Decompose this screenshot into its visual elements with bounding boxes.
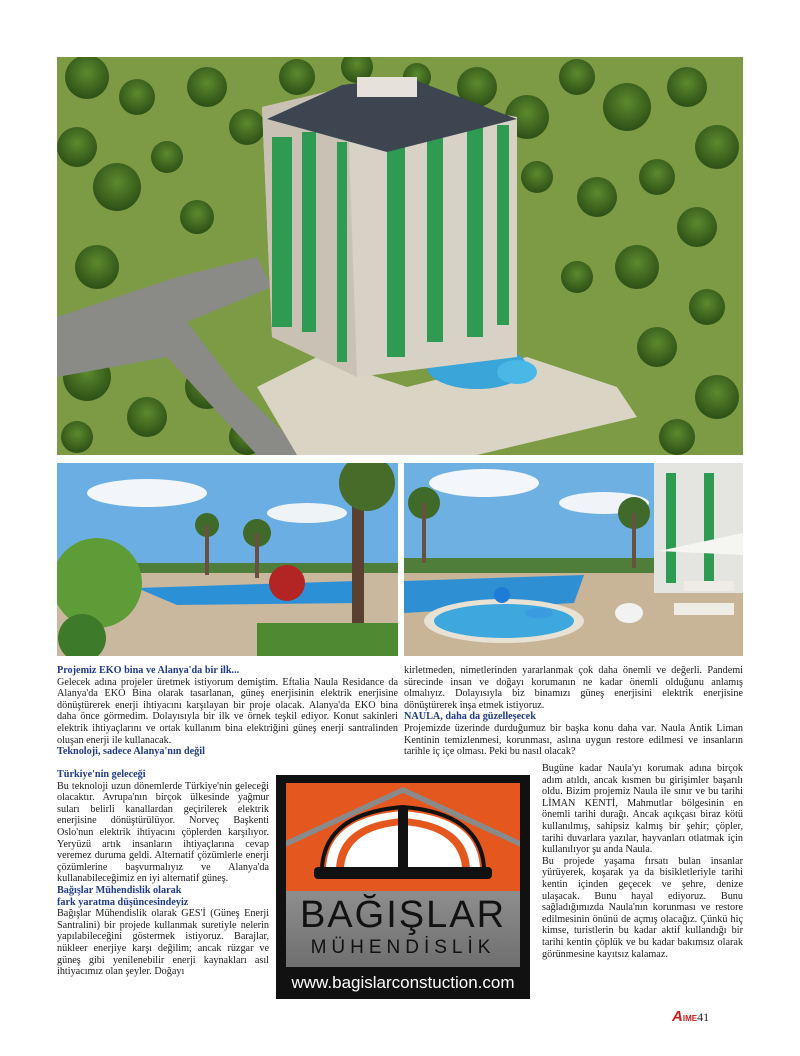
column-right-narrow	[542, 763, 743, 960]
paragraph-naula-vision: Bu projede yaşama fırsatı bulan insanlar yürüyerek, koşarak ya da bisikletleriyle tarihi kentin içinden geçecek ve şehre, denize ulaşacak. Bunu hayal ediyoruz. Bunu sağladığımızda Naula'nın korunması ve restore edilmesinin önünü de açmış olacağız. Çünkü hiç kimse, turistlerin bu kadar aktif kullandığı bir tarihi kentin çöplük ve bu kadar bakımsız olarak görünmesine kayıtsız kalamaz.	[542, 855, 743, 960]
heading-fark-yaratma: fark yaratma düşüncesindeyiz	[57, 896, 189, 908]
paragraph-doga: kirletmeden, nimetlerinden yararlanmak çok daha önemli ve değerli. Pandemi sürecinde insan ve doğayı korumanın ne kadar önemli olduğunu anlamış olmalıyız. Dolayısıyla biz binamızı güneş enerjisini elektrik enerjisine dönüştürerek inşa etmek istiyoruz.	[404, 665, 743, 711]
brand-subtitle: MÜHENDİSLİK	[310, 937, 496, 958]
column-left-top	[57, 665, 398, 758]
pool-sunbeds-image	[404, 463, 743, 656]
paragraph-ges: Bağışlar Mühendislik olarak GES'İ (Güneş Enerji Santralini) bir projede kullanmak suretiyle nelerin yapılabileceğini göstermek istiyoruz. Barajlar, nükleer enerjiye karşı değilim; ancak rüzgar ve güneş gibi yenilenebilir enerji kaynakları asıl ihtiyacımız olan şeyler. Doğayı	[57, 908, 269, 978]
heading-eko-bina: Projemiz EKO bina ve Alanya'da bir ilk...	[57, 665, 240, 676]
paragraph-eko-bina: Gelecek adına projeler üretmek istiyorum demiştim. Eftalia Naula Residance da Alanya'da EKO Bina olarak tasarlanan, güneş enerjisinin elektrik enerjisine dönüştürerek enerji ihtiyacını karşılayan bir proje olacak. Alanya'da EKO bina daha önce görmedim. Dolayısıyla bir ilk ve örnek teşkil ediyor. Konut sakinleri elektrik ihtiyaçlarını ve ortak kullanım bina elektriğini güneş enerji santralinden oluşan enerji ile kullanacak.	[57, 676, 398, 746]
column-right-top	[404, 665, 743, 758]
pool-garden-image	[57, 463, 398, 656]
bagislar-advertisement	[276, 775, 530, 999]
page-number: 41	[697, 1010, 710, 1024]
ad-brand-plate	[286, 891, 520, 967]
ad-orange-banner	[286, 783, 520, 891]
heading-turkiye-gelecegi: Türkiye'nin geleceği	[57, 769, 146, 780]
heading-naula: NAULA, daha da güzelleşecek	[404, 711, 536, 723]
aerial-building-rendering	[57, 57, 743, 455]
paragraph-teknoloji: Bu teknoloji uzun dönemlerde Türkiye'nin geleceği olacaktır. Avrupa'nın birçok ülkesinde yağmur suları belirli kanallardan geçirilerek elektrik enerjisine dönüştürülüyor. Norveç Başkenti Oslo'nun elektrik ihtiyacını çöplerden karşılıyor. Yeryüzü artık insanların ihtiyaçlarına cevap veremez duruma geldi. Alternatif çözümlerle enerji çözümlerine başvurmalıyız ve Alanya'da kullanabileceğimiz en iyi alternatif güneş.	[57, 780, 269, 885]
paragraph-naula-history: Bugüne kadar Naula'yı korumak adına birçok adım atıldı, ancak kısmen bu girişimler başarılı oldu. Bizim projemiz Naula ile sınır ve bu tarihi LİMAN KENTİ, Mahmutlar bölgesinin en önemli tarihi durağı. Ancak açıkçası biraz kötü kullanılmış, sahipsiz kalmış bir şehir; çöpler, tarihi duvarlara yazılar, hayvanları otlatmak için kullanılıyor şu anda Naula.	[542, 763, 743, 856]
paragraph-naula-intro: Projemizde üzerinde durduğumuz bir başka konu daha var. Naula Antik Liman Kentinin temizlenmesi, korunması, aslına uygun restore edilmesi ve insanların tarihle iç içe olması. Peki bu nasıl olacak?	[404, 722, 743, 758]
ad-website-link[interactable]: www.bagislarconstuction.com	[291, 973, 515, 992]
magazine-logo	[672, 1008, 709, 1026]
heading-bagislar-olarak: Bağışlar Mühendislik olarak	[57, 884, 182, 896]
brand-name: BAĞIŞLAR	[299, 894, 507, 936]
heading-teknoloji: Teknoloji, sadece Alanya'nın değil	[57, 746, 205, 758]
column-left-narrow	[57, 769, 269, 978]
logo-text: IME	[682, 1014, 698, 1023]
logo-letter: A	[672, 1008, 683, 1025]
house-helmet-icon	[286, 783, 520, 891]
